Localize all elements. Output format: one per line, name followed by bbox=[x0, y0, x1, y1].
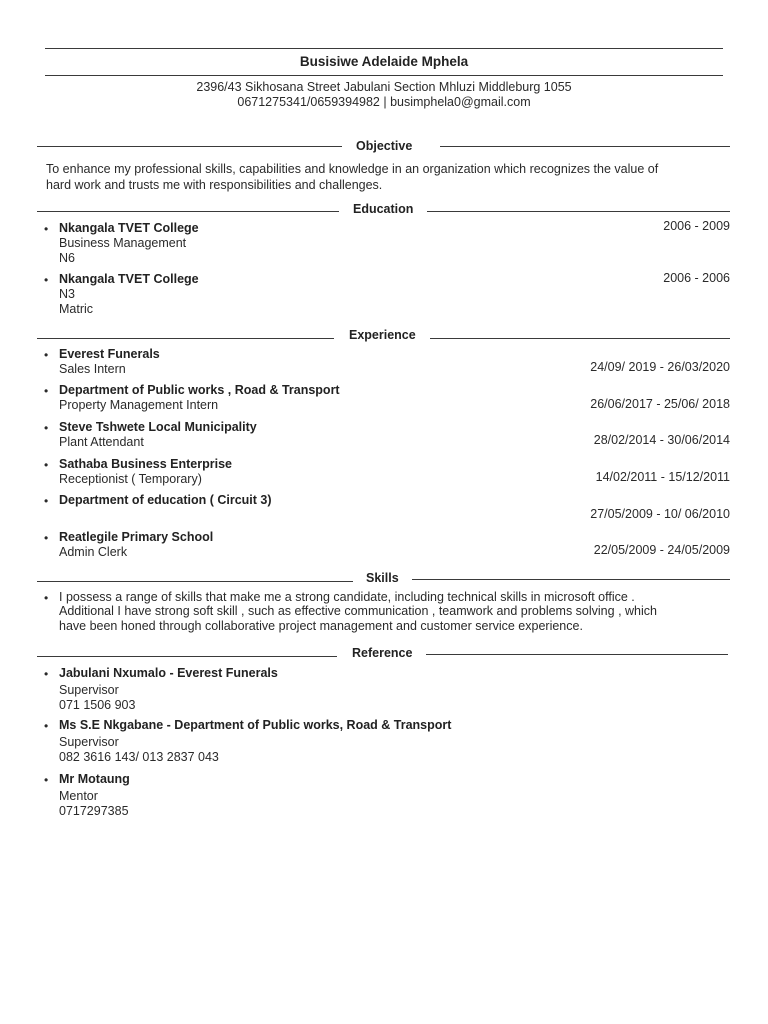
reference-bullet-1: • bbox=[44, 667, 49, 681]
reference-role-3: Mentor bbox=[59, 789, 98, 803]
reference-title-1: Jabulani Nxumalo - Everest Funerals bbox=[59, 666, 278, 680]
education-bullet-2: • bbox=[44, 273, 49, 287]
education-title-2: Nkangala TVET College bbox=[59, 272, 199, 286]
experience-bullet-2: • bbox=[44, 384, 49, 398]
objective-rule-right bbox=[440, 146, 730, 147]
experience-title-3: Steve Tshwete Local Municipality bbox=[59, 420, 257, 434]
experience-role-6: Admin Clerk bbox=[59, 545, 128, 559]
reference-role-2: Supervisor bbox=[59, 735, 119, 749]
experience-entry-6 bbox=[59, 530, 579, 560]
education-rule-right bbox=[427, 211, 730, 212]
experience-entry-3 bbox=[59, 420, 579, 450]
experience-role-3: Plant Attendant bbox=[59, 435, 144, 449]
experience-entry-4 bbox=[59, 457, 579, 487]
reference-entry-2 bbox=[59, 718, 659, 765]
reference-rule-left bbox=[37, 656, 337, 657]
experience-title-4: Sathaba Business Enterprise bbox=[59, 457, 232, 471]
experience-title-2: Department of Public works , Road & Transport bbox=[59, 383, 340, 397]
skills-rule-right bbox=[412, 579, 730, 580]
education-date-2: 2006 - 2006 bbox=[663, 271, 730, 285]
education-date-1: 2006 - 2009 bbox=[663, 219, 730, 233]
experience-date-6: 22/05/2009 - 24/05/2009 bbox=[593, 543, 730, 557]
address-line: 2396/43 Sikhosana Street Jabulani Section Mhluzi Middleburg 1055 bbox=[196, 80, 572, 94]
reference-bullet-3: • bbox=[44, 773, 49, 787]
experience-heading: Experience bbox=[349, 328, 416, 342]
experience-rule-left bbox=[37, 338, 334, 339]
experience-role-2: Property Management Intern bbox=[59, 398, 219, 412]
experience-bullet-4: • bbox=[44, 458, 49, 472]
reference-rule-right bbox=[426, 654, 728, 655]
experience-date-2: 26/06/2017 - 25/06/ 2018 bbox=[590, 397, 730, 411]
experience-entry-2 bbox=[59, 383, 579, 413]
education-detail-1a: Business Management bbox=[59, 236, 187, 250]
skills-text-1: I possess a range of skills that make me a strong candidate, including technical skills in microsoft office . bbox=[59, 590, 635, 604]
reference-entry-3 bbox=[59, 772, 579, 819]
skills-rule-left bbox=[37, 581, 353, 582]
education-rule-left bbox=[37, 211, 339, 212]
experience-entry-1 bbox=[59, 347, 579, 377]
reference-phone-1: 071 1506 903 bbox=[59, 698, 136, 712]
experience-bullet-6: • bbox=[44, 531, 49, 545]
experience-title-1: Everest Funerals bbox=[59, 347, 160, 361]
education-heading: Education bbox=[353, 202, 414, 216]
experience-bullet-1: • bbox=[44, 348, 49, 362]
reference-heading: Reference bbox=[352, 646, 413, 660]
education-title-1: Nkangala TVET College bbox=[59, 221, 199, 235]
experience-date-1: 24/09/ 2019 - 26/03/2020 bbox=[590, 360, 730, 374]
skills-text-3: have been honed through collaborative project management and customer service experience. bbox=[59, 619, 583, 633]
objective-rule-left bbox=[37, 146, 342, 147]
contact-line: 0671275341/0659394982 | busimphela0@gmail.com bbox=[237, 95, 531, 109]
objective-text-1: To enhance my professional skills, capabilities and knowledge in an organization which recognizes the value of bbox=[46, 162, 659, 176]
objective-text-2: hard work and trusts me with responsibilities and challenges. bbox=[46, 178, 383, 192]
reference-bullet-2: • bbox=[44, 719, 49, 733]
candidate-name: Busisiwe Adelaide Mphela bbox=[299, 54, 469, 69]
header-top-rule bbox=[45, 48, 723, 49]
education-bullet-1: • bbox=[44, 222, 49, 236]
experience-rule-right bbox=[430, 338, 730, 339]
reference-phone-3: 0717297385 bbox=[59, 804, 129, 818]
skills-bullet: • bbox=[44, 591, 49, 605]
education-detail-1b: N6 bbox=[59, 251, 75, 265]
experience-date-3: 28/02/2014 - 30/06/2014 bbox=[593, 433, 730, 447]
reference-title-2: Ms S.E Nkgabane - Department of Public works, Road & Transport bbox=[59, 718, 452, 732]
reference-phone-2: 082 3616 143/ 013 2837 043 bbox=[59, 750, 219, 764]
experience-entry-5 bbox=[59, 493, 579, 508]
experience-role-4: Receptionist ( Temporary) bbox=[59, 472, 202, 486]
education-detail-2b: Matric bbox=[59, 302, 94, 316]
header-bottom-rule bbox=[45, 75, 723, 76]
education-entry-1 bbox=[59, 221, 579, 266]
education-entry-2 bbox=[59, 272, 579, 317]
skills-heading: Skills bbox=[366, 571, 399, 585]
experience-title-6: Reatlegile Primary School bbox=[59, 530, 214, 544]
education-detail-2a: N3 bbox=[59, 287, 75, 301]
experience-role-1: Sales Intern bbox=[59, 362, 126, 376]
experience-bullet-3: • bbox=[44, 421, 49, 435]
reference-role-1: Supervisor bbox=[59, 683, 119, 697]
experience-title-5: Department of education ( Circuit 3) bbox=[59, 493, 272, 507]
objective-heading: Objective bbox=[356, 139, 413, 153]
reference-title-3: Mr Motaung bbox=[59, 772, 130, 786]
experience-bullet-5: • bbox=[44, 494, 49, 508]
experience-date-4: 14/02/2011 - 15/12/2011 bbox=[595, 470, 730, 484]
skills-text-2: Additional I have strong soft skill , such as effective communication , teamwork and problems solving , which bbox=[59, 604, 657, 618]
experience-date-5: 27/05/2009 - 10/ 06/2010 bbox=[590, 507, 730, 521]
reference-entry-1 bbox=[59, 666, 579, 713]
